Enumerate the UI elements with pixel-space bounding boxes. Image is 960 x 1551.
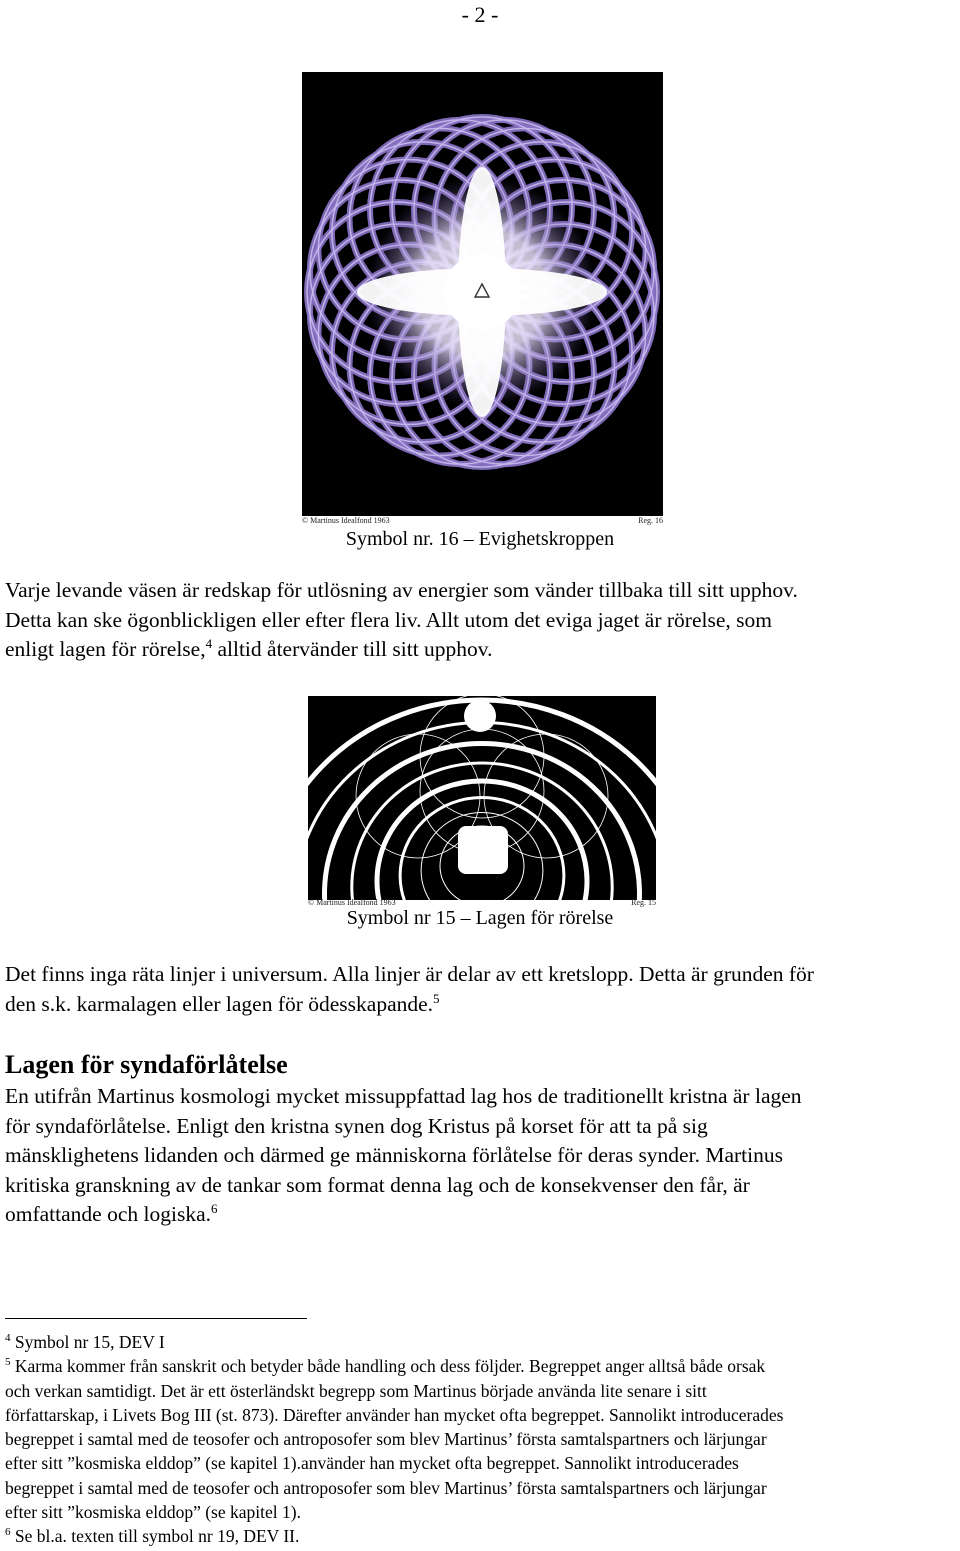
- paragraph-3: [5, 1082, 955, 1230]
- text-line: Varje levande väsen är redskap för utlösning av energier som vänder tillbaka till sitt upphov.: [5, 578, 798, 602]
- text-line: $^5$ Karma kommer från sanskrit och betyder både handling och dess följder. Begreppet anger alltså både orsak: [5, 1356, 766, 1377]
- symbol-16-reg: Reg. 16: [638, 516, 663, 525]
- paragraph-1: [5, 576, 955, 665]
- text-line: omfattande och logiska.$^6$: [5, 1200, 218, 1226]
- page-number: - 2 -: [461, 2, 499, 27]
- text-line: efter sitt ”kosmiska elddop” (se kapitel 1).: [5, 1502, 301, 1523]
- section-heading: Lagen för syndaförlåtelse: [5, 1050, 288, 1079]
- text-line: efter sitt ”kosmiska elddop” (se kapitel 1).använder han mycket ofta begreppet. Sannolikt introducerades: [5, 1453, 739, 1474]
- symbol-16-image: [302, 72, 663, 525]
- symbol-16-drawing: [302, 72, 663, 516]
- symbol-16-copyright: © Martinus Idealfond 1963: [302, 516, 390, 525]
- text-line: begreppet i samtal med de teosofer och antroposofer som blev Martinus’ första samtalspartners och lärjungar: [5, 1429, 767, 1450]
- text-line: för syndaförlåtelse. Enligt den kristna synen dog Kristus på korset för att ta på sig: [5, 1113, 708, 1138]
- symbol-15-copyright: © Martinus Idealfond 1963: [308, 898, 396, 907]
- text-line: författarskap, i Livets Bog III (st. 873). Därefter använder han mycket ofta begreppet. Sannolikt introducerades: [5, 1404, 784, 1425]
- footnote-ref-5[interactable]: 5: [433, 990, 440, 1006]
- text-line: den s.k. karmalagen eller lagen för ödesskapande.$^5$: [5, 990, 440, 1016]
- footnote-ref-6[interactable]: 6: [210, 1200, 218, 1216]
- text-line: kritiska granskning av de tankar som format denna lag och de konsekvenser den får, är: [5, 1172, 750, 1197]
- text-line: mänsklighetens lidanden och därmed ge människorna förlåtelse för deras synder. Martinus: [5, 1143, 783, 1167]
- footnote-separator: [5, 1318, 307, 1319]
- text-line: Det finns inga räta linjer i universum. Alla linjer är delar av ett kretslopp. Detta är grunden för: [5, 962, 814, 986]
- text-line: och verkan samtidigt. Det är ett österländskt begrepp som Martinus började använda lite senare i sitt: [5, 1380, 707, 1401]
- footnote-4: $^4$ Symbol nr 15, DEV I: [5, 1332, 165, 1352]
- symbol-15-drawing: [308, 696, 656, 900]
- footnote-6: $^6$ Se bl.a. texten till symbol nr 19, DEV II.: [5, 1526, 300, 1547]
- footnotes: [5, 1330, 955, 1549]
- text-line: enligt lagen för rörelse,$^4$ alltid återvänder till sitt upphov.: [5, 635, 493, 661]
- symbol-15-image: [308, 696, 656, 907]
- symbol-15-reg: Reg. 15: [631, 898, 656, 907]
- symbol-16-caption: Symbol nr. 16 – Evighetskroppen: [345, 528, 615, 550]
- text-line: begreppet i samtal med de teosofer och antroposofer som blev Martinus’ första samtalspartners och lärjungar: [5, 1477, 767, 1498]
- symbol-15-caption: Symbol nr 15 – Lagen för rörelse: [346, 907, 614, 929]
- text-line: En utifrån Martinus kosmologi mycket missuppfattad lag hos de traditionellt kristna är lagen: [5, 1084, 802, 1108]
- footnote-ref-4[interactable]: 4: [205, 635, 213, 651]
- text-line: Detta kan ske ögonblickligen eller efter flera liv. Allt utom det eviga jaget är rörelse, som: [5, 607, 772, 632]
- paragraph-2: [5, 960, 955, 1019]
- footnote-5: [5, 1354, 955, 1524]
